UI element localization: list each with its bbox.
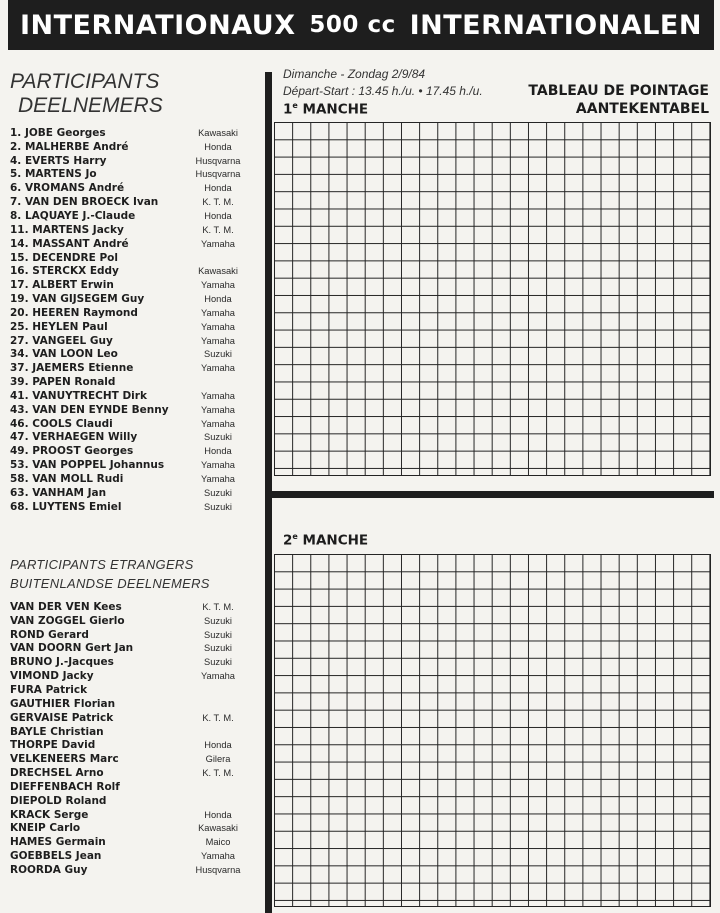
rider-name: DIEPOLD Roland [10, 794, 107, 807]
rider-row [10, 278, 242, 292]
rider-motorcycle: Yamaha [201, 280, 235, 291]
rider-motorcycle: Honda [204, 294, 232, 305]
rider-motorcycle: K. T. M. [202, 712, 234, 723]
rider-name: 16. STERCKX Eddy [10, 265, 119, 278]
banner-title-right: INTERNATIONALEN [409, 9, 702, 41]
rider-motorcycle: Yamaha [201, 671, 235, 682]
rider-name: 15. DECENDRE Pol [10, 251, 118, 264]
rider-name: 1. JOBE Georges [10, 126, 106, 139]
race-date: Dimanche - Zondag 2/9/84 [283, 67, 426, 81]
rider-name: 68. LUYTENS Emiel [10, 500, 122, 513]
rider-row [10, 223, 242, 237]
rider-name: 11. MARTENS Jacky [10, 223, 124, 236]
manche-2-label: 2e MANCHE [283, 532, 369, 549]
rider-motorcycle: Suzuki [204, 643, 232, 654]
rider-row [10, 697, 242, 711]
rider-name: ROND Gerard [10, 628, 89, 641]
rider-name: 46. COOLS Claudi [10, 417, 113, 430]
rider-name: DIEFFENBACH Rolf [10, 780, 120, 793]
rider-name: 58. VAN MOLL Rudi [10, 473, 124, 486]
page-banner [8, 0, 714, 50]
rider-motorcycle: Suzuki [204, 501, 232, 512]
rider-motorcycle: Yamaha [201, 474, 235, 485]
rider-motorcycle: Honda [204, 210, 232, 221]
rider-row [10, 766, 242, 780]
rider-row [10, 752, 242, 766]
rider-row [10, 863, 242, 877]
rider-name: 47. VERHAEGEN Willy [10, 431, 138, 444]
rider-name: 25. HEYLEN Paul [10, 320, 108, 333]
rider-row [10, 375, 242, 389]
rider-name: KRACK Serge [10, 808, 89, 821]
rider-name: FURA Patrick [10, 683, 88, 696]
rider-row [10, 361, 242, 375]
rider-motorcycle: Honda [204, 446, 232, 457]
rider-name: GERVAISE Patrick [10, 711, 114, 724]
rider-motorcycle: Suzuki [204, 657, 232, 668]
rider-motorcycle: Maico [205, 837, 231, 848]
rider-row [10, 389, 242, 403]
foreign-title [10, 555, 210, 593]
rider-name: BAYLE Christian [10, 725, 104, 738]
score-grid-manche-2[interactable] [274, 554, 711, 907]
rider-motorcycle: Suzuki [204, 487, 232, 498]
rider-name: GOEBBELS Jean [10, 850, 102, 863]
rider-row [10, 320, 242, 334]
rider-motorcycle: Husqvarna [195, 155, 241, 166]
rider-name: HAMES Germain [10, 836, 106, 849]
rider-name: 6. VROMANS André [10, 182, 125, 195]
rider-motorcycle: Suzuki [204, 432, 232, 443]
rider-row [10, 292, 242, 306]
rider-motorcycle: Yamaha [201, 321, 235, 332]
rider-motorcycle: Yamaha [201, 390, 235, 401]
rider-row [10, 348, 242, 362]
rider-row [10, 140, 242, 154]
rider-name: GAUTHIER Florian [10, 697, 116, 710]
rider-name: VAN DOORN Gert Jan [10, 642, 134, 655]
rider-row [10, 237, 242, 251]
rider-row [10, 209, 242, 223]
rider-motorcycle: Honda [204, 809, 232, 820]
rider-row [10, 683, 242, 697]
rider-name: 2. MALHERBE André [10, 140, 129, 153]
rider-row [10, 417, 242, 431]
rider-name: 14. MASSANT André [10, 237, 129, 250]
participants-title [10, 70, 163, 118]
scoreboard-title [528, 82, 709, 118]
rider-motorcycle: Honda [204, 141, 232, 152]
rider-motorcycle: K. T. M. [202, 224, 234, 235]
rider-row [10, 669, 242, 683]
race-start-times: Départ-Start : 13.45 h./u. • 17.45 h./u. [283, 84, 483, 98]
rider-motorcycle: Kawasaki [198, 127, 238, 138]
rider-name: 17. ALBERT Erwin [10, 279, 114, 292]
rider-name: VIMOND Jacky [10, 670, 94, 683]
rider-row [10, 794, 242, 808]
rider-row [10, 444, 242, 458]
rider-motorcycle: Honda [204, 183, 232, 194]
rider-row [10, 334, 242, 348]
rider-row [10, 822, 242, 836]
rider-row [10, 168, 242, 182]
rider-name: DRECHSEL Arno [10, 767, 104, 780]
rider-motorcycle: Yamaha [201, 238, 235, 249]
rider-motorcycle: Husqvarna [195, 864, 241, 875]
rider-name: 41. VANUYTRECHT Dirk [10, 389, 147, 402]
manche-1-label: 1e MANCHE [283, 101, 369, 118]
foreign-title-fr: PARTICIPANTS ETRANGERS [10, 557, 194, 572]
rider-row [10, 808, 242, 822]
rider-row [10, 849, 242, 863]
participants-title-fr: PARTICIPANTS [10, 70, 160, 93]
rider-row [10, 195, 242, 209]
rider-name: VAN DER VEN Kees [10, 600, 122, 613]
rider-name: 19. VAN GIJSEGEM Guy [10, 293, 145, 306]
rider-motorcycle: Kawasaki [198, 266, 238, 277]
rider-row [10, 655, 242, 669]
rider-motorcycle: K. T. M. [202, 768, 234, 779]
rider-motorcycle: Yamaha [201, 460, 235, 471]
rider-row [10, 306, 242, 320]
rider-name: 20. HEEREN Raymond [10, 306, 138, 319]
rider-motorcycle: Suzuki [204, 629, 232, 640]
rider-motorcycle: Kawasaki [198, 823, 238, 834]
rider-name: 27. VANGEEL Guy [10, 334, 113, 347]
rider-name: THORPE David [10, 739, 96, 752]
rider-motorcycle: K. T. M. [202, 197, 234, 208]
race-info [283, 66, 483, 100]
rider-row [10, 472, 242, 486]
rider-row [10, 251, 242, 265]
rider-name: 37. JAEMERS Etienne [10, 362, 134, 375]
foreign-participants-list [10, 600, 242, 877]
rider-name: 5. MARTENS Jo [10, 168, 97, 181]
rider-row [10, 403, 242, 417]
rider-name: 4. EVERTS Harry [10, 154, 107, 167]
rider-row [10, 458, 242, 472]
rider-name: 53. VAN POPPEL Johannus [10, 459, 165, 472]
rider-name: VAN ZOGGEL Gierlo [10, 614, 125, 627]
score-grid-manche-1[interactable] [274, 122, 711, 476]
rider-motorcycle: Yamaha [201, 363, 235, 374]
scoreboard-title-fr: TABLEAU DE POINTAGE [528, 83, 709, 99]
rider-name: 43. VAN DEN EYNDE Benny [10, 403, 169, 416]
rider-motorcycle: Yamaha [201, 307, 235, 318]
rider-motorcycle: Suzuki [204, 349, 232, 360]
rider-motorcycle: Husqvarna [195, 169, 241, 180]
foreign-title-nl: BUITENLANDSE DEELNEMERS [10, 576, 210, 591]
rider-motorcycle: Yamaha [201, 404, 235, 415]
horizontal-divider [272, 491, 714, 498]
rider-name: BRUNO J.-Jacques [10, 656, 114, 669]
rider-row [10, 181, 242, 195]
rider-row [10, 600, 242, 614]
rider-row [10, 431, 242, 445]
rider-row [10, 780, 242, 794]
scoreboard-title-nl: AANTEKENTABEL [575, 101, 709, 117]
vertical-divider [265, 72, 272, 913]
rider-name: 63. VANHAM Jan [10, 486, 107, 499]
banner-title-left: INTERNATIONAUX [20, 9, 296, 41]
rider-row [10, 500, 242, 514]
rider-motorcycle: Yamaha [201, 851, 235, 862]
rider-row [10, 628, 242, 642]
rider-name: VELKENEERS Marc [10, 753, 119, 766]
rider-motorcycle: Gilera [205, 754, 231, 765]
rider-row [10, 711, 242, 725]
rider-name: 8. LAQUAYE J.-Claude [10, 209, 136, 222]
rider-name: 39. PAPEN Ronald [10, 376, 116, 389]
rider-row [10, 614, 242, 628]
rider-row [10, 154, 242, 168]
rider-row [10, 486, 242, 500]
rider-row [10, 126, 242, 140]
rider-name: 49. PROOST Georges [10, 445, 134, 458]
rider-motorcycle: K. T. M. [202, 601, 234, 612]
rider-row [10, 642, 242, 656]
rider-name: 7. VAN DEN BROECK Ivan [10, 196, 159, 209]
banner-class: 500 cc [309, 12, 396, 38]
rider-motorcycle: Yamaha [201, 418, 235, 429]
rider-row [10, 264, 242, 278]
rider-motorcycle: Suzuki [204, 615, 232, 626]
rider-row [10, 835, 242, 849]
rider-name: KNEIP Carlo [10, 822, 81, 835]
rider-motorcycle: Honda [204, 740, 232, 751]
rider-motorcycle: Yamaha [201, 335, 235, 346]
rider-name: ROORDA Guy [10, 863, 88, 876]
participants-list [10, 126, 242, 514]
rider-name: 34. VAN LOON Leo [10, 348, 118, 361]
participants-title-nl: DEELNEMERS [18, 94, 163, 117]
rider-row [10, 738, 242, 752]
rider-row [10, 725, 242, 739]
